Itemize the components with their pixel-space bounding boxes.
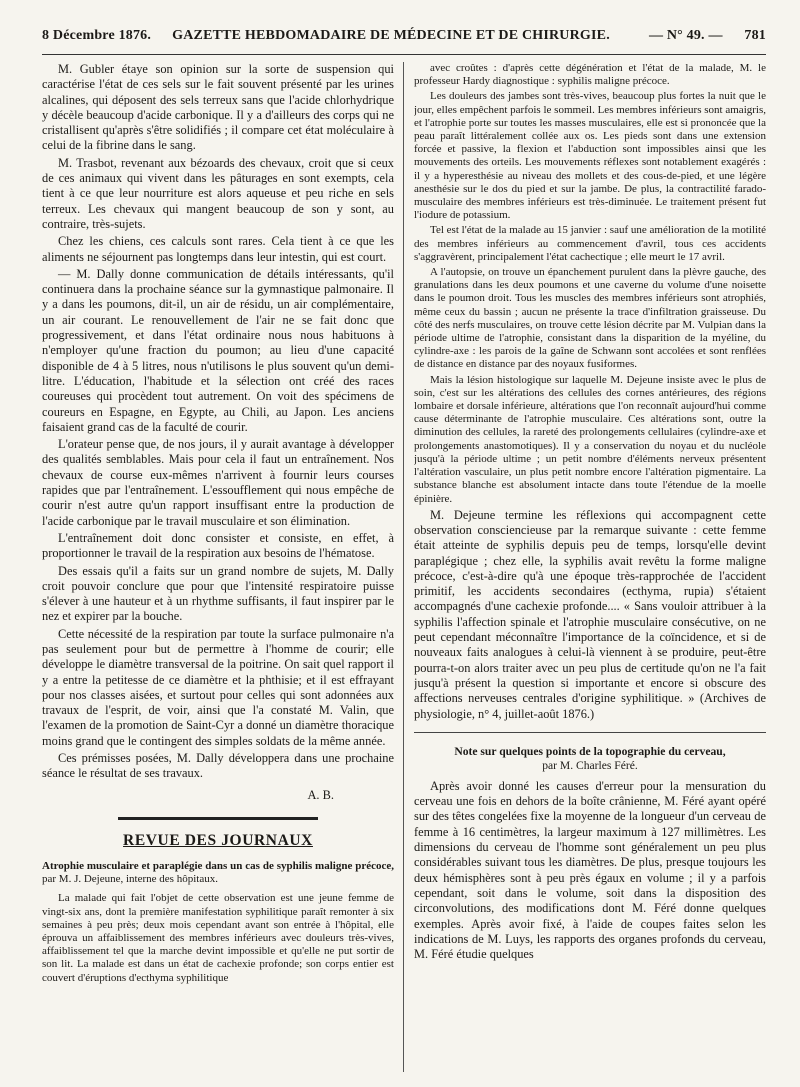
paragraph: M. Trasbot, revenant aux bézoards des chevaux, croit que si ceux de ces animaux qui vivent dans les pâturages en sont exempts, cela tient à ce que leur nourriture est alors aqueuse et peu riche en sels terreux. Les chevaux qui mangent beaucoup de son y sont, au contraire, très-sujets. — [42, 155, 394, 231]
note-title-main: Note sur quelques points de la topographie du cerveau, — [454, 744, 726, 758]
header-journal-title: GAZETTE HEBDOMADAIRE DE MÉDECINE ET DE CHIRURGIE. — [172, 28, 610, 43]
paragraph: Après avoir donné les causes d'erreur pour la mensuration du cerveau une fois en dehors de la boîte crânienne, M. Féré ayant opéré sur des têtes congelées fixe la moyenne de la longueur d'un cerveau de femme à 16 centimètres, la largeur maximum à 127 millimètres. Les dimensions du cerveau de l'homme sont généralement un peu plus considérables suivant tous les diamètres. De plus, presque toujours les deux hémisphères sont à peu près égaux en volume ; il y a parfois cependant, soit dans le volume, soit dans la disposition des circonvolutions, des modifications dont M. Féré donne quelques exemples. Après avoir fixé, à l'aide de coupes faites selon les indications de M. Luys, les rapports des organes profonds du cerveau, M. Féré étudie quelques — [414, 778, 766, 962]
paragraph: Mais la lésion histologique sur laquelle M. Dejeune insiste avec le plus de soin, c'est sur les altérations des cellules des cornes antérieures, des régions lombaire et dorsale inférieure, altérations que l'on reconnaît aujourd'hui comme cause déterminante de l'atrophie musculaire. Ces altérations sont, outre la diminution des cellules, la rareté des prolongements cellulaires (cylindre-axe et prolongements anastomotiques). Il y a conservation du noyau et du nucléole jusqu'à la période ultime ; un petit nombre d'éléments nerveux présentent l'altération vasculaire, un plus petit nombre encore l'altération pigmentaire. La substance blanche est absolument intacte dans toute l'étendue de la moelle épinière. — [414, 373, 766, 505]
paragraph: — M. Dally donne communication de détails intéressants, qu'il continuera dans la prochaine séance sur la gymnastique palmonaire. Il y a dans les poumons, dit-il, un air de résidu, un air complémentaire, un air courant. Le renouvellement de l'air ne se fait donc que progressivement, et dans l'état ordinaire nous nous habituons à n'employer qu'une fraction du poumon; au lieu d'une capacité disponible de 4 à 5 litres, nous n'utilisons le plus souvent qu'un demi-litre. L'éducation, l'habitude et la sélection ont créé des races coureuses qui procèdent tout autrement. On voit des spécimens de coureurs en Espagne, en Egypte, au Chili, au Japon. Les anciens faisaient grand cas de la faculté de courir. — [42, 266, 394, 434]
article-continuation — [414, 62, 766, 506]
article-title-main: Atrophie musculaire et paraplégie dans un cas de syphilis maligne précoce, — [42, 859, 394, 872]
paragraph: Cette nécessité de la respiration par toute la surface pulmonaire n'a pas seulement pour but de permettre à l'homme de courir; elle développe le diamètre transversal de la poitrine. On sait quel rapport il y a entre la petitesse de ce diamètre et la phthisie; et il est effrayant pour nos classes aisées, et surtout pour celles qui sont adonnées aux travaux de l'esprit, de voir, ainsi que l'a constaté M. Valin, que l'examen de la promotion de Saint-Cyr a donné un diamètre thoracique moins grand que le contingent des simples soldats de la même année. — [42, 626, 394, 748]
page-header — [42, 28, 766, 55]
paragraph: L'entraînement doit donc consister et consiste, en effet, à proportionner le travail de la respiration aux besoins de l'hématose. — [42, 530, 394, 561]
article-title-author: par M. J. Dejeune, interne des hôpitaux. — [42, 873, 218, 886]
article-conclusion — [414, 508, 766, 722]
right-column — [414, 62, 766, 1072]
article-title — [42, 860, 394, 886]
paragraph: Des essais qu'il a faits sur un grand nombre de sujets, M. Dally croit pouvoir conclure que pour que l'intensité respiratoire puisse s'élever à une hauteur et à un rhythme suffisants, il faut inspirer par le nez et expirer par la bouche. — [42, 563, 394, 624]
section-title: REVUE DES JOURNAUX — [123, 831, 313, 849]
signature: A. B. — [307, 787, 334, 802]
paragraph: M. Gubler étaye son opinion sur la sorte de suspension qui caractérise l'état de ces sels sur le fait souvent présenté par les urines alcalines, qui déposent des sels terreux sans que l'acide chlorhydrique y décèle beaucoup d'acide carbonique. Il y a d'ailleurs des corps qui ne cristallisent qu'après s'être solidifiés ; il compare cet état moléculaire à celui de la fibrine dans le sang. — [42, 62, 394, 153]
paragraph: A l'autopsie, on trouve un épanchement purulent dans la plèvre gauche, des granulations dans les deux poumons et une caverne du volume d'une noisette dans le poumon droit. Tous les muscles des membres inférieurs sont atrophiés, même ceux du bassin ; aucun ne présente la trace d'infiltration graisseuse. Du côté des nerfs musculaires, on trouve cette lésion décrite par M. Vulpian dans la période ultime de l'atrophie, consistant dans la disparition de la myéline, du cylindre-axe : les parois de la gaîne de Schwann sont accolées et sont renflées de distance en distance par des noyaux fusiformes. — [414, 266, 766, 371]
paragraph: avec croûtes : d'après cette dégénération et l'état de la malade, M. le professeur Hardy diagnostique : syphilis maligne précoce. — [414, 62, 766, 88]
paragraph: Les douleurs des jambes sont très-vives, beaucoup plus fortes la nuit que le jour, elles empêchent parfois le sommeil. Les membres inférieurs sont amaigris, et l'atrophie porte sur toutes les masses musculaires, elle est si prononcée que la peau paraît littéralement collée aux os. Les pieds sont dans une extension forcée et passive, la flexion et l'abduction sont impossibles ainsi que les mouvements des orteils. Les mouvements réflexes sont notablement exagérés : il y a hyperesthésie au niveau des mollets et des cous-de-pied, et une légère anesthésie sur le dos du pied et sur la jambe. De plus, la contractilité farado-musculaire des membres inférieurs est très-diminuée. Le traitement présent fut l'iodure de potassium. — [414, 90, 766, 222]
header-date: 8 Décembre 1876. — [42, 28, 152, 43]
note-title — [414, 745, 766, 773]
header-right — [631, 28, 766, 44]
society-report — [42, 62, 394, 803]
columns — [42, 62, 766, 1068]
note-title-author: par M. Charles Féré. — [542, 758, 638, 772]
journal-review-article — [42, 860, 394, 985]
article-separator — [414, 732, 766, 733]
paragraph: Tel est l'état de la malade au 15 janvier : sauf une amélioration de la motilité des membres inférieurs au commencement d'avril, tous ces accidents s'aggravèrent, principalement l'état cachectique ; elle meurt le 17 avril. — [414, 224, 766, 263]
paragraph: M. Dejeune termine les réflexions qui accompagnent cette observation consciencieuse par la remarque suivante : cette femme était atteinte de syphilis depuis peu de temps, lorsqu'elle devint paraplégique ; chez elle, la syphilis avait revêtu la forme maligne précoce, c'est-à-dire qu'à une époque très-rapprochée de l'accident primitif, les accidents secondaires (ecthyma, rupia) s'étaient accompagnés d'une cachexie profonde.... « Sans vouloir attribuer à la syphilis l'affection spinale et l'atrophie musculaire consécutive, on ne peut cependant méconnaître l'importance de la coïncidence, et si de nouveaux faits analogues à celui-là viennent à se produire, peut-être pourra-t-on alors traiter avec un peu plus de certitude qu'on ne l'a fait jusqu'à présent la question si importante et encore si obscure des affections nerveuses centrales d'origine syphilitique. » (Archives de physiologie, n° 4, juillet-août 1876.) — [414, 507, 766, 721]
paragraph: Ces prémisses posées, M. Dally développera dans une prochaine séance le résultat de ses travaux. — [42, 751, 394, 781]
note-body — [414, 779, 766, 963]
paragraph: L'orateur pense que, de nos jours, il y aurait avantage à développer des qualités semblables. Mais pour cela il faut un entraînement. Nos chevaux de course eux-mêmes n'arrivent à fournir leurs courses rapides que par l'entraînement. L'essoufflement qui nous empêche de courir n'est autre qu'un rapport insuffisant entre la production de l'acide carbonique par le travail musculaire et son élimination. — [42, 437, 394, 528]
header-page-number: 781 — [744, 28, 766, 43]
column-divider — [403, 62, 404, 1072]
paragraph: Chez les chiens, ces calculs sont rares. Cela tient à ce que les aliments ne séjournent pas longtemps dans leur intestin, qui est court. — [42, 234, 394, 264]
header-issue-number: — N° 49. — — [648, 28, 723, 43]
section-rule — [118, 817, 318, 820]
paragraph: La malade qui fait l'objet de cette observation est une jeune femme de vingt-six ans, dont la première manifestation syphilitique paraît remonter à six semaines à peu près; deux mois cependant avant son entrée à l'hôpital, elle éprouva un affaiblissement des membres inférieurs avec douleurs très-vives, affaiblissement tel que la marche devint impossible et qu'elle ne put sortir de son lit. La malade est dans un état de cachexie profonde; son corps entier est couvert d'éruptions d'ecthyma syphilitique — [42, 892, 394, 984]
journal-page — [42, 28, 766, 1068]
left-column — [42, 62, 394, 1072]
